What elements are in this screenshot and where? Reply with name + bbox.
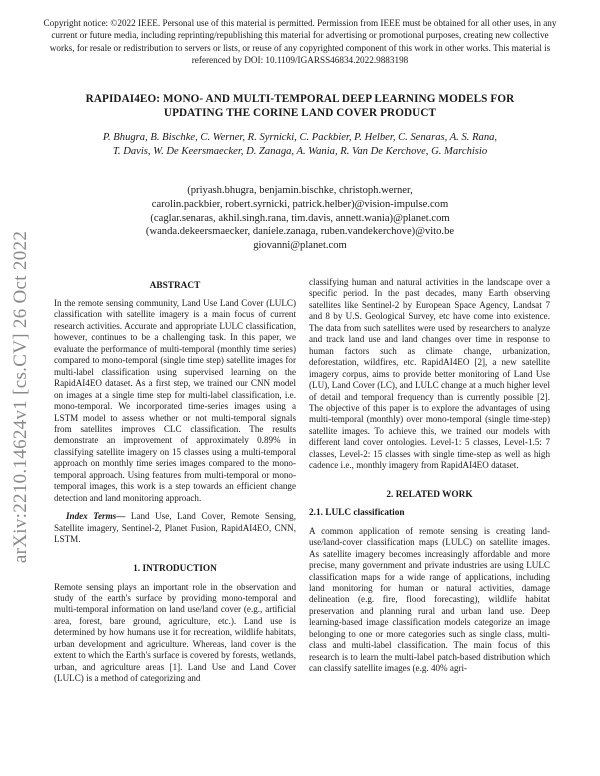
email-line: giovanni@planet.com <box>253 240 347 252</box>
index-terms-text: Land Use, Land Cover, Remote Sensing, Satellite imagery, Sentinel-2, Planet Fusion, RapidAI4EO, CNN, LSTM. <box>54 511 296 545</box>
email-line: (priyash.bhugra, benjamin.bischke, christoph.werner, <box>187 185 413 196</box>
author-list: P. Bhugra, B. Bischke, C. Werner, R. Syrnicki, C. Packbier, P. Helber, C. Senaras, A. S. Rana, T. Davis, W. De Keersmaecker, D. Zanaga, A. Wania, R. Van De Kerchove, G. Marchisio <box>102 132 498 157</box>
introduction-continued: classifying human and natural activities in the landscape over a specific period. In the past decades, many Earth observing satellites like Sentinel-2 by European Space Agency, Landsat 7 and 8 by U.S. Geological Survey, etc have come into existence. The data from such satellites were used by researchers to analyze and track land use and land changes over time in response to human factors such as climate change, urbanization, deforestation, wildfires, etc. RapidAI4EO [2], a new satellite imagery corpus, aims to provide better monitoring of Land Use (LU), Land Cover (LC), and LULC change at a much higher level of detail and temporal frequency than is currently possible [2]. The objective of this paper is to explore the advantages of using multi-temporal (monthly) over mono-temporal (single time-step) satellite images. To achieve this, we trained our models with different land cover ontologies. Level-1: 5 classes, Level-1.5: 7 classes, Level-2: 15 classes with single time-step as well as high cadence i.e., monthly imagery from RapidAI4EO dataset. <box>309 277 550 471</box>
left-column <box>54 280 296 685</box>
index-terms-label: Index Terms— <box>66 511 126 522</box>
email-line: carolin.packbier, robert.syrnicki, patrick.helber)@vision-impulse.com <box>151 198 449 210</box>
introduction-text: Remote sensing plays an important role in the observation and study of the earth's surface by providing mono-temporal and multi-temporal information on land use/land cover (e.g., artificial area, forest, bare ground, agriculture, etc.). Land use is determined by how humans use it for recreation, wildlife habitats, urban development and agriculture. Whereas, land cover is the extent to which the Earth's surface is covered by forests, wetlands, urban, and agriculture areas [1]. Land Use and Land Cover (LULC) is a method of categorizing and <box>54 581 296 684</box>
arxiv-identifier[interactable]: arXiv:2210.14624v1 [cs.CV] 26 Oct 2022 <box>10 230 31 564</box>
index-terms <box>54 511 296 545</box>
email-line: (caglar.senaras, akhil.singh.rana, tim.davis, annett.wania)@planet.com <box>150 212 450 224</box>
email-line: (wanda.dekeersmaecker, daniele.zanaga, ruben.vandekerchove)@vito.be <box>145 226 455 238</box>
abstract-heading: ABSTRACT <box>149 281 201 291</box>
related-work-text: A common application of remote sensing is creating land-use/land-cover classification maps (LULC) on satellite images. As satellite imagery becomes increasingly affordable and more precise, many government and private industries are using LULC classification maps for a wide range of applications, including land monitoring for human or natural activities, damage delineation (e.g. fire, flood forecasting), wildlife habitat preservation and planning rural and urban land use. Deep learning-based image classification models categorize an image belonging to one or more categories such as single class, multi-class and multi-label classification. The main focus of this research is to learn the multi-label patch-based distribution which can classify satellite images (e.g. 40% agri- <box>309 525 550 674</box>
introduction-heading: 1. INTRODUCTION <box>133 563 217 574</box>
right-column <box>309 277 550 675</box>
related-work-heading: 2. RELATED WORK <box>386 489 473 500</box>
abstract-text: In the remote sensing community, Land Use Land Cover (LULC) classification with satellite imagery is a main focus of current research activities. Accurate and appropriate LULC classification, however, continues to be a challenging task. In this paper, we evaluate the performance of multi-temporal (monthly time series) compared to mono-temporal (single time step) satellite images for multi-label classification using supervised learning on the RapidAI4EO dataset. As a first step, we trained our CNN model on images at a single time step for multi-label classification, i.e. mono-temporal. We incorporated time-series images using a LSTM model to assess whether or not multi-temporal signals from satellites improves CLC classification. The results demonstrate an improvement of approximately 0.89% in classifying satellite imagery on 15 classes using a multi-temporal approach on monthly time series images compared to the mono-temporal approach. Using features from multi-temporal or mono-temporal images, this work is a step towards an efficient change detection and land monitoring approach. <box>54 298 296 503</box>
lulc-subheading: 2.1. LULC classification <box>309 507 405 518</box>
copyright-notice: Copyright notice: ©2022 IEEE. Personal use of this material is permitted. Permission from IEEE must be obtained for all other uses, in any current or future media, including reprinting/republishing this material for advertising or promotional purposes, creating new collective works, for resale or redistribution to servers or lists, or reuse of any copyrighted component of this work in other works. This material is referenced by DOI: 10.1109/IGARSS46834.2022.9883198 <box>43 18 557 66</box>
paper-title: RAPIDAI4EO: MONO- AND MULTI-TEMPORAL DEEP LEARNING MODELS FOR UPDATING THE CORINE LAND COVER PRODUCT <box>85 93 515 119</box>
author-emails <box>100 184 500 253</box>
